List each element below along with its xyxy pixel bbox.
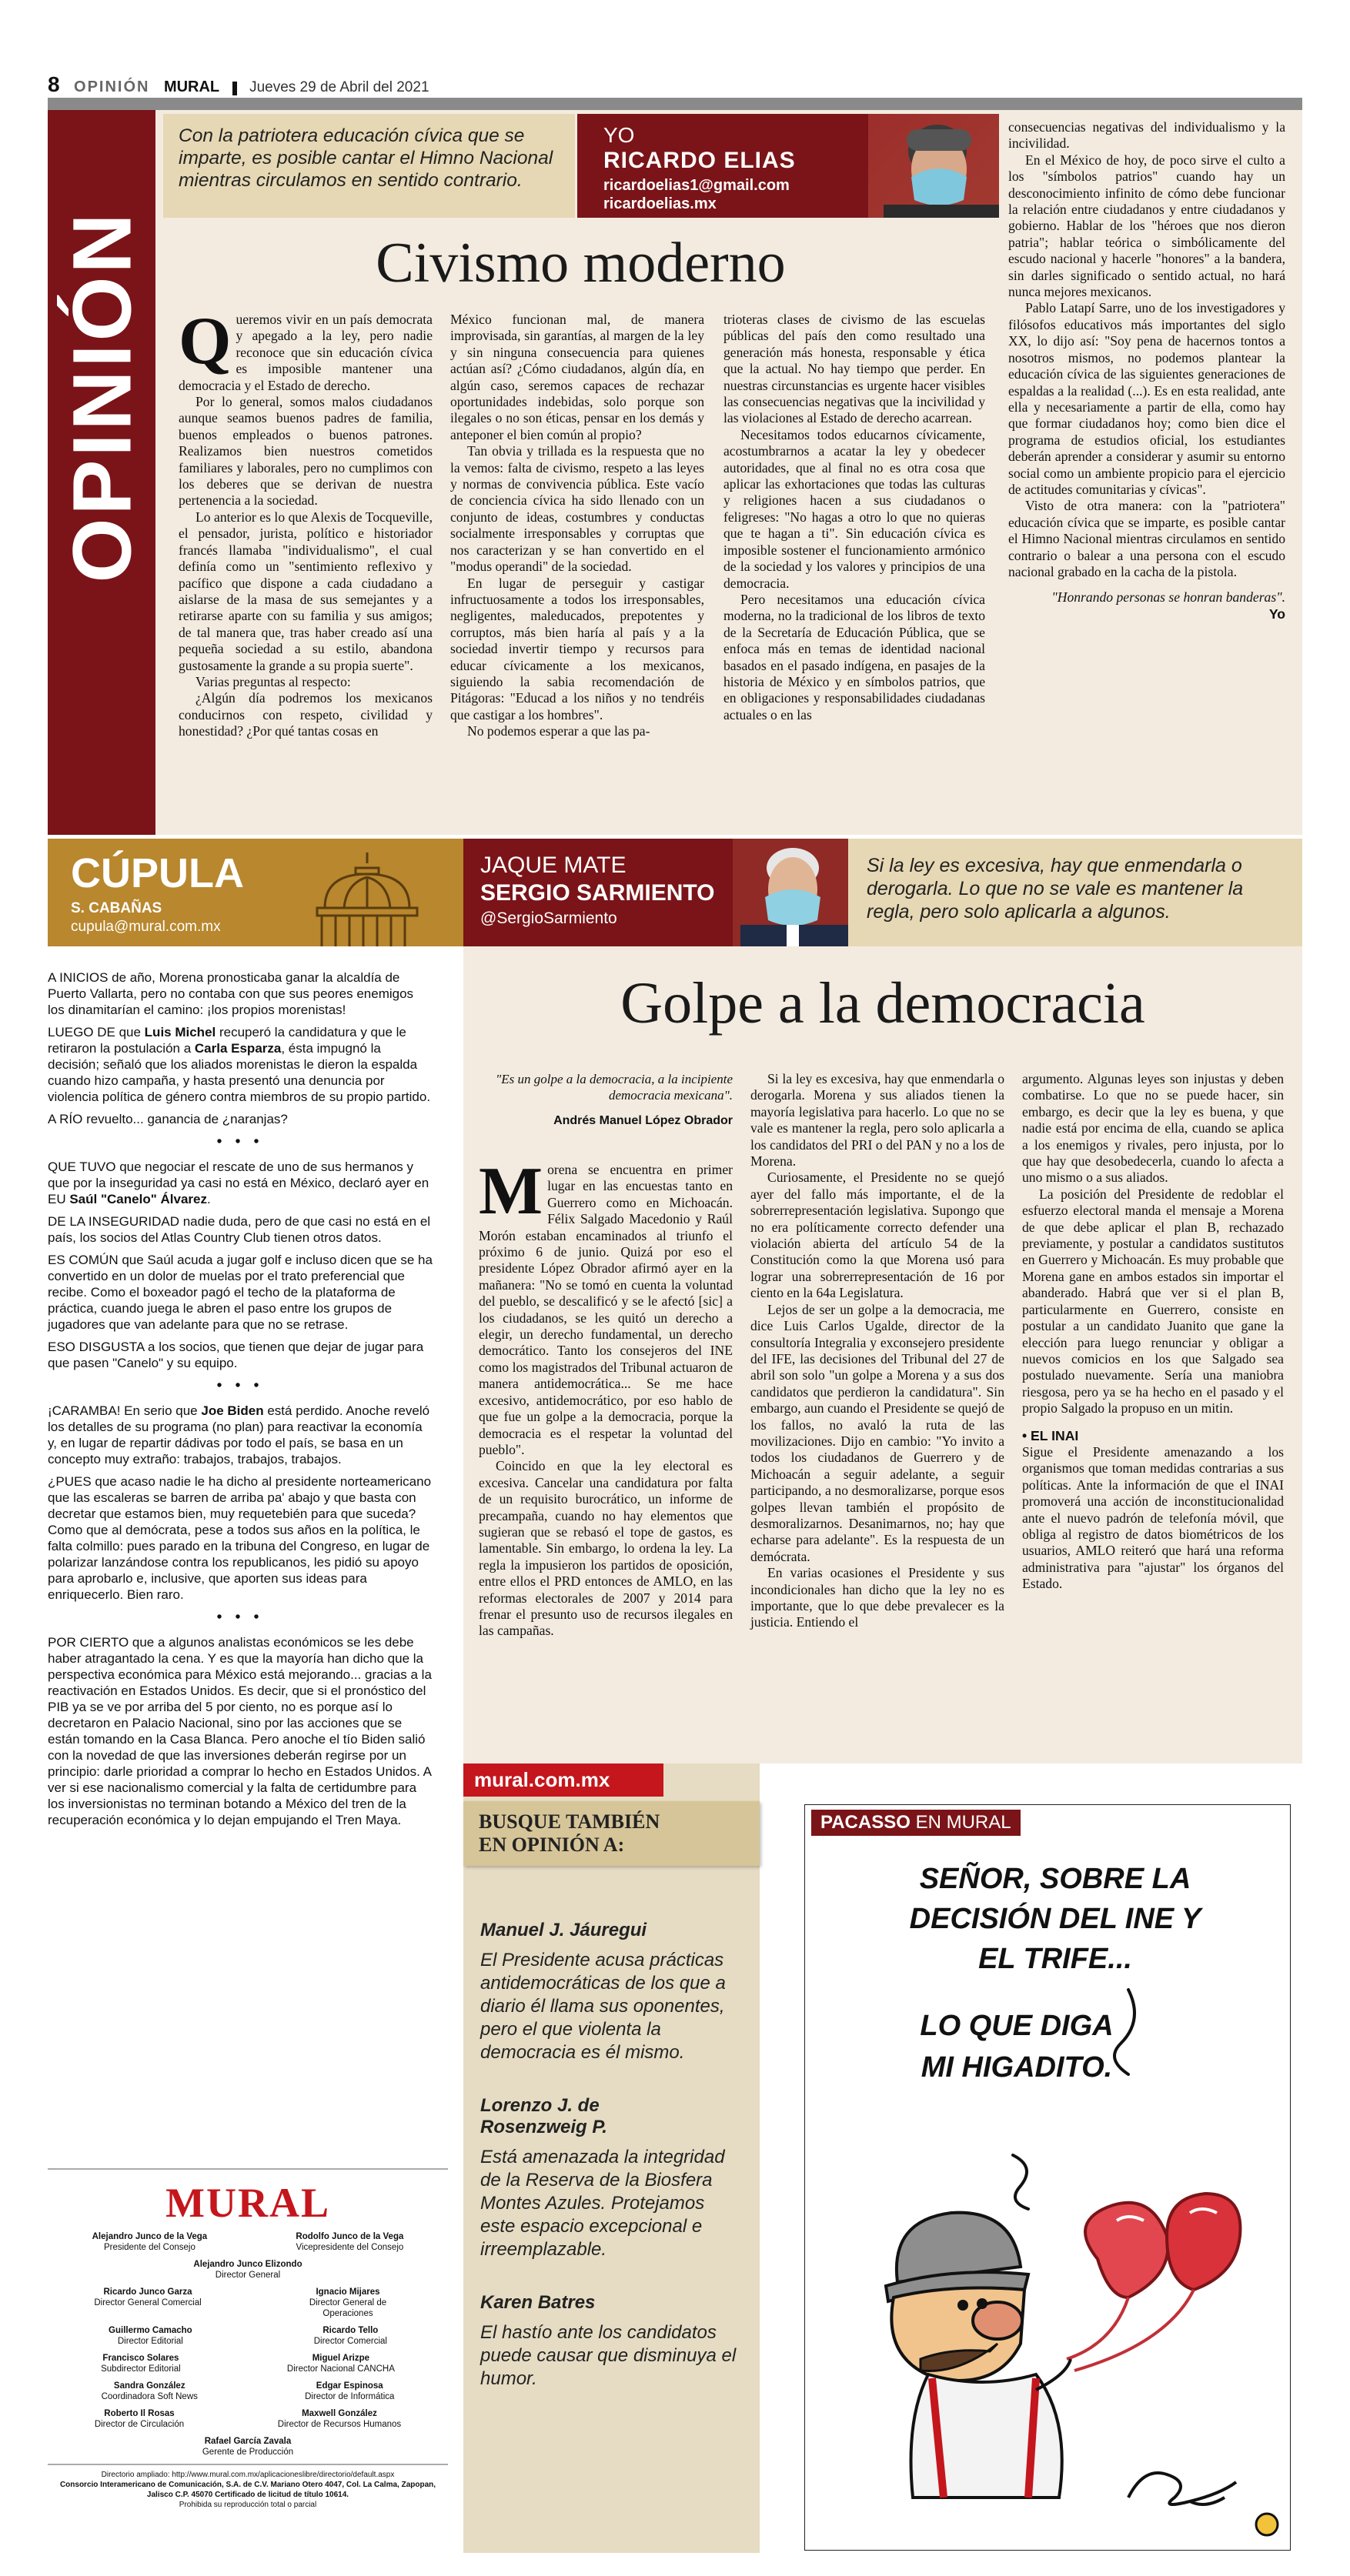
staff-entry: Sandra González Coordinadora Soft News — [101, 2381, 198, 2401]
jaque-label: JAQUE MATE — [480, 853, 627, 878]
brand-name: MURAL — [163, 78, 220, 95]
busque-entry-author: Manuel J. Jáuregui — [480, 1920, 647, 1940]
yo-column-2 — [450, 312, 704, 740]
jaque-article-title: Golpe a la democracia — [620, 971, 1145, 1036]
jaque-paragraph: Sigue el Presidente amenazando a los organismos que toman medidas contrarias a sus políticas. Ante la información de que el INAI promoverá una acción de inconstitucionalidad ante el nuevo padrón de telefonía móvil, que obliga al registro de datos biométricos de los usuarios, AMLO reiteró que hará una reforma administrativa para "ajustar" los órganos del Estado. — [1022, 1443, 1284, 1592]
page-date: Jueves 29 de Abril del 2021 — [249, 79, 429, 95]
staff-row — [48, 2353, 448, 2374]
yo-paragraph: Lo anterior es lo que Alexis de Tocqueville, el pensador, jurista, político e historiador francés llamaba "individualismo", el cual definía como un "sentimiento reflexivo y pacífico que dispone a cada ciudadano a aislarse de la masa de sus semejantes y a retirarse aparte con su familia y sus amigos; de tal manera que, tras haber creado así una pequeña sociedad a su estilo, abandona gustosamente la grande a su propia suerte". — [179, 509, 433, 673]
jaque-inai-head: • EL INAI — [1022, 1427, 1079, 1443]
author-portrait-icon — [733, 839, 848, 946]
jaque-column-2 — [750, 1071, 1004, 1631]
cupula-author: S. CABAÑAS — [71, 900, 162, 916]
opinion-vertical-label: OPINIÓN — [55, 210, 149, 583]
staff-entry: Guillermo Camacho Director Editorial — [109, 2326, 192, 2346]
yo-paragraph: En lugar de perseguir y castigar infructuosamente a todos los irresponsables, negligentes, maleducados, prepotentes y corruptos, más bien haría al país y a la sociedad invertir tiempo y recursos para educar cívicamente a los mexicanos, siguiendo la sabia recomendación de Pitágoras: "Educad a los niños y no tendréis que castigar a los hombres". — [450, 575, 704, 722]
pacasso-label-rest: EN MURAL — [915, 1812, 1011, 1833]
yo-author-email: ricardoelias1@gmail.com — [603, 177, 790, 194]
staff-row — [48, 2231, 448, 2253]
jaque-paragraph: Lejos de ser un golpe a la democracia, me dice Luis Carlos Ugalde, director de la consultoría Integralia y exconsejero presidente del IFE, las decisiones del Tribunal del 27 de abril son solo "un golpe a Morena y a sus dos candidatos que perdieron la candidatura". Sin embargo, aun cuando el Presidente se quejó de los fallos, no avaló la ruta de las movilizaciones. Dijo en cambio: "Yo invito a todos los ciudadanos de Guerrero y de Michoacán a seguir adelante, a seguir participando, a no desmoralizarse, porque esos golpes llevan también el propósito de desmoralizarnos. Desanimarnos, no; hay que echarse para adelante". Es la respuesta de un demócrata. — [750, 1301, 1004, 1564]
yo-paragraph: trioteras clases de civismo de las escuelas públicas del país den como resultado una generación más honesta, responsable y ética que la actual. No hay tiempo que perder. En nuestras circunstancias es urgente hacer visibles las consecuencias negativas que la incivilidad y las violaciones al Estado de derecho acarrean. — [723, 312, 985, 426]
staff-entry: Alejandro Junco de la Vega Presidente del Consejo — [92, 2232, 208, 2252]
staff-entry: Alejandro Junco Elizondo Director General — [193, 2260, 302, 2280]
yo-paragraph: consecuencias negativas del individualismo y la incivilidad. — [1008, 119, 1285, 152]
staff-entry: Roberto Il Rosas Director de Circulación — [94, 2409, 185, 2429]
busque-site-tab[interactable]: mural.com.mx — [463, 1763, 663, 1797]
jaque-paragraph: Coincido en que la ley electoral es excesiva. Cancelar una candidatura por falta de un requisito burocrático, un informe de precampaña, cuando no hay elementos que sugieran que se rebasó el tope de gastos, es lamentable. Sin embargo, lo ordena la ley. La regla la impusieron los partidos de oposición, entre ellos el PRD entonces de AMLO, en las reformas electorales de 2007 y 2014 para frenar el presunto uso de recursos ilegales en las campañas. — [479, 1458, 733, 1639]
staff-entry: Rodolfo Junco de la Vega Vicepresidente del Consejo — [296, 2232, 404, 2252]
staff-footer-company: Consorcio Interamericano de Comunicación, S.A. de C.V. Mariano Otero 4047, Col. La Calma, Zapopan, Jalisco C.P. 45070 Certificado de licitud de título 10614. — [59, 2481, 436, 2499]
pacasso-label-bold: PACASSO — [820, 1812, 911, 1833]
staff-entry: Ricardo Junco Garza Director General Comercial — [94, 2287, 202, 2307]
yo-paragraph: En el México de hoy, de poco sirve el culto a los "símbolos patrios" cuando hay un desconocimiento infinito de cómo debe funcionar la relación entre ciudadanos y entre ciudadanos y gobierno. Hablar de los "héroes que nos dieron patria"; hablar teórica o simbólicamente del escudo nacional y hacerle "honores" a la bandera, sin darles significado o sentido actual, no hará nunca mejores mexicanos. — [1008, 152, 1285, 300]
jaque-paragraph: orena se encuentra en primer lugar en las encuestas tanto en Guerrero como en Michoacán. Félix Salgado Macedonio y Raúl Morón estaban encaminados al triunfo el próximo 6 de junio. Quizá por eso el presidente López Obrador afirmó ayer en la mañanera: "No se tomó en cuenta la voluntad del pueblo, se descalificó y se le afectó [sic] a los ciudadanos, se les quitó un derecho a elegir, un derecho fundamental, un derecho democrático. Tanto los consejeros del INE como los magistrados del Tribunal actuaron de manera antidemocrática... Se me hace excesivo, antidemocrático, por eso hablo de que fue un golpe a la democracia, porque la democracia es el respetar la voluntad del pueblo". — [479, 1162, 733, 1457]
page-header — [48, 72, 1302, 95]
opinion-vertical-bar — [48, 110, 155, 835]
staff-rows — [48, 2231, 448, 2458]
yo-paragraph: Visto de otra manera: con la "patriotera" educación cívica que se imparte, es posible cantar el Himno Nacional mientras circulamos en sentido contrario o balear a una persona con el escudo nacional grabado en la cacha de la pistola. — [1008, 498, 1285, 579]
jaque-author-handle: @SergioSarmiento — [480, 909, 617, 927]
cupula-header — [48, 839, 463, 946]
busque-entry-text: El hastío ante los candidatos puede causar que disminuya el humor. — [480, 2322, 737, 2389]
header-rule — [48, 98, 1302, 110]
yo-dropcap: Q — [179, 304, 232, 379]
yo-label: YO — [603, 123, 635, 147]
cupula-item: ES COMÚN que Saúl acuda a jugar golf e incluso dicen que se ha convertido en un dolor de muelas por el trato preferencial que recibe. Como el boxeador pagó el techo de la plataforma de práctica, cuando juega le abren el paso entre los grupos de jugadores que van adelante para que no se retrase. — [48, 1253, 433, 1332]
jaque-paragraph: Curiosamente, el Presidente no se quejó ayer del fallo más importante, el de la sobrerrepresentación legislativa. Supongo que no era políticamente correcto defender una violación abierta del artículo 54 de la Constitución como la que Morena usó para lograr una sobrerrepresentación de 16 por ciento en la 64a Legislatura. — [750, 1170, 1004, 1301]
busque-heading-line2: EN OPINIÓN A: — [479, 1834, 625, 1856]
staff-entry: Edgar Espinosa Director de Informática — [305, 2381, 395, 2401]
staff-footer-copyright: Prohibida su reproducción total o parcial — [179, 2501, 317, 2509]
yo-kicker-box — [163, 114, 575, 218]
cupula-item: ¿PUES que acaso nadie le ha dicho al presidente norteamericano que las escaleras se barren de arriba pa' abajo y que basta con decretar que estamos bien, muy requetebién para que suceda? Como que al demócrata, pese a todos sus años en la política, le falta colmillo: pues parado en la tribuna del Congreso, en lugar de polarizar lanzándose contra los republicanos, les pidió su apoyo para aprobarlo e, inclusive, que aporten sus ideas para enriquecerlo. Bien raro. — [48, 1474, 432, 1602]
jaque-author-photo — [733, 839, 848, 946]
yo-paragraph: México funcionan mal, de manera improvisada, sin garantías, al margen de la ley y sin ninguna consecuencia para quienes actúan así? ¿Cómo ciudadanos, algún día, en algún caso, seremos capaces de rechazar oportunidades indebidas, solo porque son ilegales o no son éticas, pensar en los demás y anteponer el bien común al propio? — [450, 312, 704, 442]
cupula-column — [48, 969, 433, 1834]
yo-author-site: ricardoelias.mx — [603, 195, 717, 212]
cupula-separator: • • • — [216, 1609, 264, 1626]
jaque-paragraph: Si la ley es excesiva, hay que enmendarla o derogarla. Morena y sus aliados tienen la mayoría legislativa para hacerlo. Lo que no se vale es mantener la regla, pero solo aplicarla a los candidatos del PRI o del PAN y no a los de Morena. — [750, 1071, 1004, 1170]
cupula-item: DE LA INSEGURIDAD nadie duda, pero de que casi no está en el país, los socios del Atlas Country Club tienen otros datos. — [48, 1214, 431, 1245]
page-number: 8 — [48, 72, 60, 96]
busque-entry[interactable] — [480, 2292, 743, 2391]
staff-footer-link[interactable]: Directorio ampliado: http://www.mural.com.mx/aplicacioneslibre/directorio/default.aspx — [101, 2471, 395, 2479]
staff-row — [48, 2436, 448, 2458]
cartoon-speech-1: SEÑOR, SOBRE LA DECISIÓN DEL INE Y EL TRIFE... — [909, 1863, 1201, 1975]
busque-entry[interactable] — [480, 1920, 743, 2064]
busque-list — [463, 1866, 760, 2391]
cartoon-speech-2: LO QUE DIGA MI HIGADITO. — [920, 2010, 1114, 2084]
jaque-epigraph — [479, 1071, 733, 1128]
section-name: OPINIÓN — [74, 78, 150, 95]
jaque-paragraph: La posición del Presidente de redoblar el esfuerzo electoral manda el mensaje a Morena de que debe aplicar el plan B, rechazado previamente, y postular a candidatos sustitutos en Guerrero y Michoacán. Es muy probable que Morena gane en ambos estados sin importar el abanderado. Habrá que ver si el plan B, particularmente en Guerrero, consiste en postular a un candidato Juanito que gane la elección para luego renunciar y obligar a nuevos comicios en los que Salgado sea postulado nuevamente. Sería una maniobra riesgosa, pero ya se ha hecho en el pasado y el propio Salgado la propuso en un mitin. — [1022, 1186, 1284, 1416]
author-portrait-icon — [868, 114, 999, 218]
yo-kicker-text: Con la patriotera educación cívica que se imparte, es posible cantar el Himno Nacional mientras circulamos en sentido contrario. — [179, 125, 553, 191]
busque-entry-text: Está amenazada la integridad de la Reserva de la Biosfera Montes Azules. Protejamos este espacio excepcional e irreemplazable. — [480, 2147, 725, 2260]
staff-row — [48, 2287, 448, 2319]
jaque-kicker-text: Si la ley es excesiva, hay que enmendarla o derogarla. Lo que no se vale es mantener la regla, pero solo aplicarla a algunos. — [867, 855, 1244, 923]
staff-entry: Miguel Arizpe Director Nacional CANCHA — [286, 2354, 395, 2374]
yo-signoff: Yo — [1268, 606, 1285, 622]
jaque-column-1 — [479, 1154, 733, 1640]
cupula-item: ESO DISGUSTA a los socios, que tienen que dejar de jugar para que pasen "Canelo" y su equipo. — [48, 1340, 424, 1370]
staff-entry: Ignacio Mijares Director General de Operaciones — [309, 2287, 387, 2318]
jaque-author-box — [463, 839, 848, 946]
staff-entry: Ricardo Tello Director Comercial — [313, 2326, 387, 2346]
staff-entry: Maxwell González Director de Recursos Humanos — [277, 2409, 402, 2429]
staff-row — [48, 2259, 448, 2281]
cupula-email: cupula@mural.com.mx — [71, 919, 221, 935]
yo-column-4 — [1008, 119, 1285, 622]
staff-row — [48, 2325, 448, 2347]
yo-paragraph: No podemos esperar a que las pa- — [467, 723, 650, 739]
busque-heading-box — [463, 1801, 760, 1866]
yo-paragraph: Pero necesitamos una educación cívica moderna, no la tradicional de los libros de texto de la Secretaría de Educación Pública, que se enfoca más en temas de identidad nacional basados en el pasado indígena, en pasajes de la historia de México y en símbolos patrios, que en obligaciones y responsabilidades ciudadanas actuales o en las — [723, 591, 985, 722]
jaque-epigraph-author: Andrés Manuel López Obrador — [553, 1114, 733, 1127]
pacasso-cartoon — [804, 1804, 1291, 2551]
staff-box — [48, 2168, 448, 2553]
yo-column-1 — [179, 304, 433, 740]
busque-heading-line1: BUSQUE TAMBIÉN — [479, 1810, 660, 1833]
cupula-item: ¡CARAMBA! En serio que Joe Biden está perdido. Anoche reveló los detalles de su programa (no plan) para reactivar la economía y, en lugar de repartir dádivas por todo el país, se basa en un concepto muy extraño: trabajos, trabajos, trabajos. — [48, 1403, 430, 1467]
yo-paragraph: Tan obvia y trillada es la respuesta que no la vemos: falta de civismo, respeto a las leyes y normas de convivencia pública. Este vacío de conciencia cívica ha sido llenado con un conjunto de ideas, costumbres y conductas socialmente irresponsables y corruptas que nos caracterizan y se han convertido en el "modus operandi" de la sociedad. — [450, 443, 704, 575]
jaque-paragraph: argumento. Algunas leyes son injustas y deben combatirse. Lo que no se puede hacer, sin embargo, es decir que la ley es buena, y que nadie está por encima de ella, cuando se aplica a los enemigos y rivales, pero injusta, por lo que hay que desobedecerla, cuando lo afecta a uno mismo o a sus aliados. — [1022, 1071, 1284, 1186]
cupula-item: QUE TUVO que negociar el rescate de uno de sus hermanos y que por la inseguridad ya casi no está en México, declaró ayer en EU Saúl "Canelo" Álvarez. — [48, 1160, 429, 1206]
yo-author-photo — [868, 114, 999, 218]
jaque-author-name: SERGIO SARMIENTO — [480, 880, 715, 906]
dome-icon — [302, 846, 433, 946]
staff-row — [48, 2408, 448, 2430]
yo-closing-quote: "Honrando personas se honran banderas". — [1051, 589, 1285, 606]
busque-entry-text: El Presidente acusa prácticas antidemocráticas de los que a diario él llama sus oponentes, pero el que violenta la democracia es él mismo. — [480, 1950, 726, 2063]
staff-entry: Francisco Solares Subdirector Editorial — [101, 2354, 181, 2374]
jaque-paragraph: En varias ocasiones el Presidente y sus incondicionales han dicho que la ley no es importante, que lo que debe prevalecer es la justicia. Entiendo el — [750, 1565, 1004, 1630]
cartoon-drawing-icon — [805, 1805, 1291, 2551]
cupula-item: A INICIOS de año, Morena pronosticaba ganar la alcaldía de Puerto Vallarta, pero no contaba con que sus peores enemigos los dinamitarían el camino: ¡los propios morenistas! — [48, 970, 414, 1017]
cupula-separator: • • • — [216, 1133, 264, 1150]
busque-entry-author: Karen Batres — [480, 2292, 596, 2313]
yo-author-box — [577, 114, 999, 218]
yo-author-name: RICARDO ELIAS — [603, 148, 796, 173]
staff-footer-rule — [48, 2464, 448, 2465]
yo-paragraph: ueremos vivir en un país democrata y apegado a la ley, pero nadie reconoce que sin educación cívica es imposible mantener una democracia y el Estado de derecho. — [179, 312, 433, 393]
yo-paragraph: Por lo general, somos malos ciudadanos aunque seamos buenos padres de familia, buenos empleados o buenos patrones. Realizamos bien nuestros cometidos familiares y laborales, pero no cumplimos con los deberes que se derivan de nuestra pertenencia a la sociedad. — [179, 394, 433, 509]
jaque-kicker-box — [848, 839, 1302, 946]
cupula-title: CÚPULA — [71, 850, 244, 896]
staff-logo: MURAL — [165, 2180, 330, 2226]
jaque-epigraph-quote: "Es un golpe a la democracia, a la incipiente democracia mexicana". — [496, 1072, 733, 1103]
cupula-item: LUEGO DE que Luis Michel recuperó la candidatura y que le retiraron la postulación a Carla Esparza, ésta impugnó la decisión; señaló que los aliados morenistas le dieron la espalda cuando hizo campaña, y hasta presentó una denuncia por violencia política de género contra miembros de su propio partido. — [48, 1025, 431, 1104]
cupula-separator: • • • — [216, 1377, 264, 1394]
yo-paragraph: ¿Algún día podremos los mexicanos conducirnos con respeto, civilidad y honestidad? ¿Por qué tantas cosas en — [179, 690, 433, 739]
yo-paragraph: Necesitamos todos educarnos cívicamente, acostumbrarnos a acatar la ley y obedecer autoridades, que al final no es otra cosa que aplicar las exhortaciones que todas las culturas y religiones hacen a sus ciudadanos o feligreses: "No hagas a otro lo que no quieras que te hagan a ti". Sin educación cívica es imposible sostener el funcionamiento armónico de la sociedad y los valores y principios de una democracia. — [723, 426, 985, 591]
yo-column-3 — [723, 312, 985, 723]
header-divider — [232, 82, 237, 95]
yo-paragraph: Pablo Latapí Sarre, uno de los investigadores y filósofos educativos más importantes del siglo XX, lo dijo así: "Soy pena de hacernos tontos a nosotros mismos, no podemos plantear la educación cívica de las siguientes generaciones de espaldas a la realidad (...). Es en esta realidad, ante ella y necesariamente a partir de ella, como hay que formar ciudadanos hoy; como bien dice el programa de estudios oficial, los estudiantes deberán aprender a considerar y asumir su entorno social como un ambiente propicio para el ejercicio de actitudes comunitarias y cívicas". — [1008, 300, 1285, 497]
cupula-item: A RÍO revuelto... ganancia de ¿naranjas? — [48, 1112, 288, 1126]
busque-box — [463, 1763, 760, 2553]
busque-entry[interactable] — [480, 2095, 743, 2261]
yo-article-title: Civismo moderno — [376, 232, 786, 295]
cupula-item: POR CIERTO que a algunos analistas económicos se les debe haber atragantado la cena. Y es que la mayoría han dicho que la perspectiva económica para México está mejorando... gracias a la reactivación en Estados Unidos. Es decir, que si el pronóstico del PIB ya se ve por arriba del 5 por ciento, no es porque así lo decretaron en Palacio Nacional, sino por las acciones que se están tomando en la Casa Blanca. Pero anoche el tío Biden salió con la novedad de que las inversiones deberán regirse por un principio: darle prioridad a comprar lo hecho en Estados Unidos. A ver si ese nacionalismo comercial y la falta de certidumbre para los inversionistas no terminan botando a México del tren de la recuperación económica y lo dejan empujando el Tren Maya. — [48, 1635, 432, 1827]
yo-paragraph: Varias preguntas al respecto: — [195, 673, 351, 689]
staff-entry: Rafael García Zavala Gerente de Producción — [202, 2437, 294, 2457]
busque-entry-author: Lorenzo J. de Rosenzweig P. — [480, 2095, 607, 2137]
jaque-dropcap: M — [479, 1154, 543, 1229]
jaque-column-3 — [1022, 1071, 1284, 1593]
staff-row — [48, 2381, 448, 2402]
